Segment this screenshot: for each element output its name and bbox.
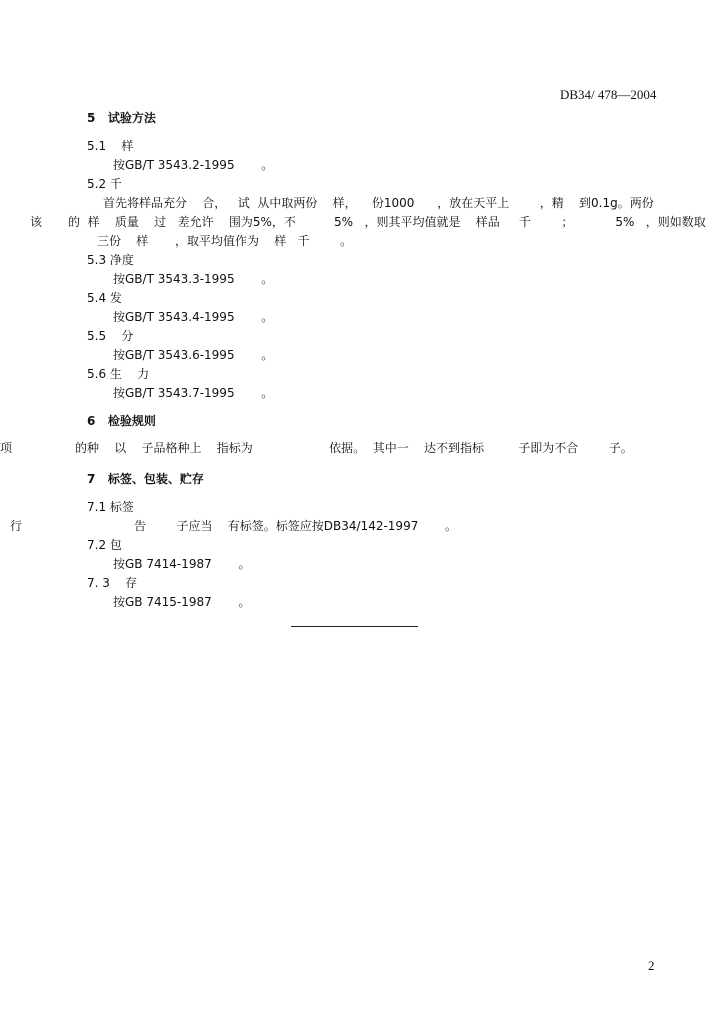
section-7-2-heading: 7.2 包 [87,538,122,552]
section-5-6-body: 按GB/T 3543.7-1995 。 [113,386,274,400]
section-5-2-line-1: 首先将样品充分 合， 试 从中取两份 样， 份1000 ，放在天平上 ，精 到0.1g。两份 [103,196,654,210]
section-5-2-line-2: 的 样 质量 过 差允许 围为5%，不 5% ，则其平均值就是 样品 千 ； 5% ，则如数取 [68,215,706,229]
section-5-4-body: 按GB/T 3543.4-1995 。 [113,310,274,324]
section-7-1-left: 行 [10,519,23,533]
section-5-4-heading: 5.4 发 [87,291,122,305]
section-5-5-heading: 5.5 分 [87,329,134,343]
section-7-title: 7 标签、包装、贮存 [87,472,204,486]
page-number: 2 [648,958,655,973]
section-6-title: 6 检验规则 [87,414,156,428]
section-5-1-body: 按GB/T 3543.2-1995 。 [113,158,274,172]
section-5-6-heading: 5.6 生 力 [87,367,150,381]
section-5-2-line-3: 三份 样 ，取平均值作为 样 千 。 [97,234,353,248]
end-rule [291,626,418,627]
section-7-2-body: 按GB 7414-1987 。 [113,557,251,571]
section-7-3-body: 按GB 7415-1987 。 [113,595,251,609]
section-7-3-heading: 7. 3 存 [87,576,138,590]
section-5-1-heading: 5.1 样 [87,139,134,153]
section-6-line-1: 的种 以 子品格种上 指标为 依据。 其中一 达不到指标 子即为不合 子。 [75,441,633,455]
section-5-5-body: 按GB/T 3543.6-1995 。 [113,348,274,362]
section-7-1-heading: 7.1 标签 [87,500,134,514]
section-5-2-heading: 5.2 千 [87,177,122,191]
section-5-2-line-2-left: 该 [30,215,43,229]
section-6-line-1-left: 项 [0,441,13,455]
section-7-1-body: 告 子应当 有标签。标签应按DB34/142-1997 。 [134,519,458,533]
section-5-title: 5 试验方法 [87,111,156,125]
standard-number: DB34/ 478—2004 [560,87,657,102]
section-5-3-heading: 5.3 净度 [87,253,134,267]
section-5-3-body: 按GB/T 3543.3-1995 。 [113,272,274,286]
